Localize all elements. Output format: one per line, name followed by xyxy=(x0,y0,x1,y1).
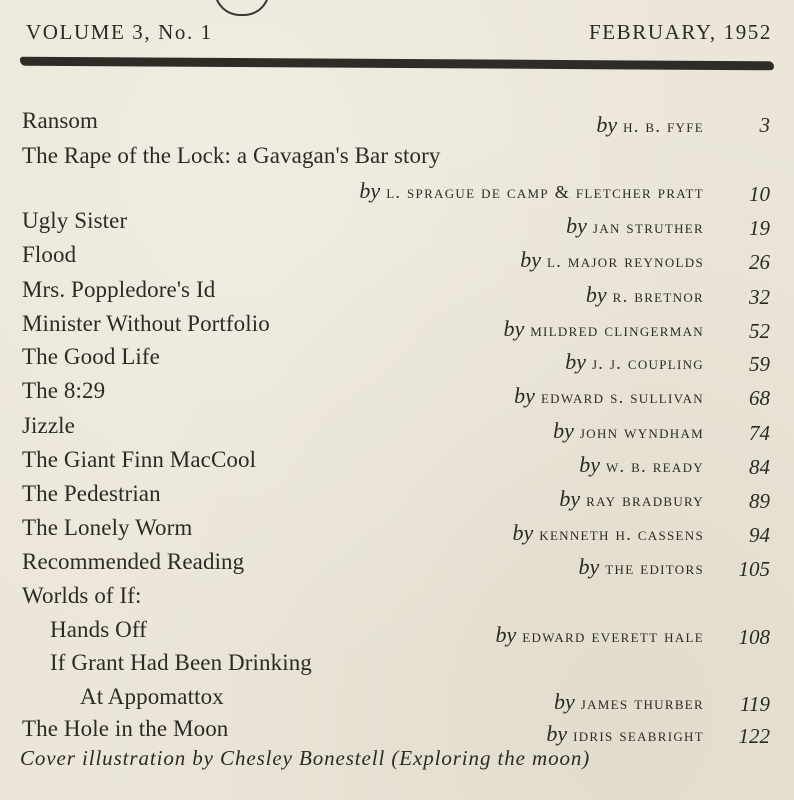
toc-page-number: 122 xyxy=(738,724,770,748)
by-label: by xyxy=(553,689,575,714)
toc-page-number: 105 xyxy=(738,557,770,581)
toc-page-number: 74 xyxy=(749,421,770,445)
toc-title: Mrs. Poppledore's Id xyxy=(22,277,216,302)
cover-illustration-credit: Cover illustration by Chesley Bonestell (Exploring the moon) xyxy=(20,746,591,770)
toc-byline xyxy=(512,520,704,546)
toc-author: l. major reynolds xyxy=(547,251,704,271)
toc-byline xyxy=(579,452,704,478)
toc-author: ray bradbury xyxy=(586,490,704,510)
toc-author: j. j. coupling xyxy=(591,353,704,373)
toc-author: the editors xyxy=(605,558,704,578)
by-label: by xyxy=(546,721,568,746)
by-label: by xyxy=(579,452,600,477)
toc-page-number: 59 xyxy=(749,352,770,376)
toc-author: john wyndham xyxy=(579,422,704,442)
toc-page-number: 26 xyxy=(749,250,770,274)
toc-title: Ransom xyxy=(22,108,98,133)
toc-page-number: 108 xyxy=(738,625,770,649)
toc-title: Jizzle xyxy=(22,413,75,438)
toc-author: r. bretnor xyxy=(612,286,704,306)
toc-byline xyxy=(520,247,704,273)
toc-page-number: 94 xyxy=(749,523,770,547)
toc-title: The 8:29 xyxy=(22,378,106,403)
toc-byline xyxy=(553,418,704,444)
by-label: by xyxy=(566,213,587,238)
toc-title: Flood xyxy=(22,242,77,267)
toc-author: kenneth h. cassens xyxy=(539,524,704,544)
toc-title: The Pedestrian xyxy=(22,481,161,506)
issue-date: FEBRUARY, 1952 xyxy=(588,20,772,44)
toc-author: edward everett hale xyxy=(522,626,704,646)
by-label: by xyxy=(596,112,618,137)
toc-author: h. b. fyfe xyxy=(623,116,704,136)
toc-title: The Giant Finn MacCool xyxy=(22,447,257,472)
by-label: by xyxy=(585,282,607,307)
toc-byline xyxy=(554,689,704,715)
toc-title: The Rape of the Lock: a Gavagan's Bar story xyxy=(22,143,441,168)
by-label: by xyxy=(578,554,600,579)
toc-byline xyxy=(579,554,705,580)
toc-page-number: 32 xyxy=(749,285,770,309)
toc-page-number: 119 xyxy=(740,692,770,716)
by-label: by xyxy=(512,520,534,545)
toc-author: mildred clingerman xyxy=(530,320,704,340)
by-label: by xyxy=(495,622,517,647)
toc-title: Minister Without Portfolio xyxy=(22,311,270,336)
by-label: by xyxy=(514,383,535,408)
toc-byline xyxy=(559,486,704,512)
toc-author: w. b. ready xyxy=(605,456,704,476)
toc-title: The Good Life xyxy=(22,344,160,369)
toc-byline xyxy=(503,316,704,342)
toc-byline xyxy=(359,178,704,204)
by-label: by xyxy=(520,247,542,272)
toc-byline xyxy=(496,622,705,648)
toc-page-number: 52 xyxy=(749,319,770,343)
toc-title: Hands Off xyxy=(50,617,147,642)
toc-title: The Lonely Worm xyxy=(22,515,193,540)
toc-byline xyxy=(546,721,704,747)
toc-author: idris seabright xyxy=(573,725,704,745)
toc-title: The Hole in the Moon xyxy=(22,716,229,741)
toc-byline xyxy=(565,349,704,375)
by-label: by xyxy=(565,349,586,374)
toc-author: jan struther xyxy=(592,217,704,237)
toc-title: If Grant Had Been Drinking xyxy=(50,650,312,675)
toc-page-number: 10 xyxy=(749,182,770,206)
toc-page-number: 3 xyxy=(759,113,770,137)
volume-number: VOLUME 3, No. 1 xyxy=(26,20,213,44)
toc-page-number: 68 xyxy=(749,386,770,410)
by-label: by xyxy=(503,316,525,341)
toc-title: Ugly Sister xyxy=(22,208,128,233)
by-label: by xyxy=(559,486,581,511)
toc-author: james thurber xyxy=(580,693,704,713)
toc-page-number: 89 xyxy=(749,489,770,513)
toc-author: l. sprague de camp & fletcher pratt xyxy=(386,182,704,202)
toc-author: edward s. sullivan xyxy=(540,387,704,407)
toc-byline xyxy=(586,282,704,308)
toc-page-number: 19 xyxy=(749,216,770,240)
toc-title-continued: At Appomattox xyxy=(80,684,224,709)
toc-title: Recommended Reading xyxy=(22,549,245,574)
toc-page-number: 84 xyxy=(749,455,770,479)
toc-byline xyxy=(514,383,704,409)
by-label: by xyxy=(359,178,381,203)
toc-byline xyxy=(566,213,704,239)
toc-section-heading: Worlds of If: xyxy=(22,583,142,608)
by-label: by xyxy=(553,418,574,443)
toc-byline xyxy=(596,112,704,138)
